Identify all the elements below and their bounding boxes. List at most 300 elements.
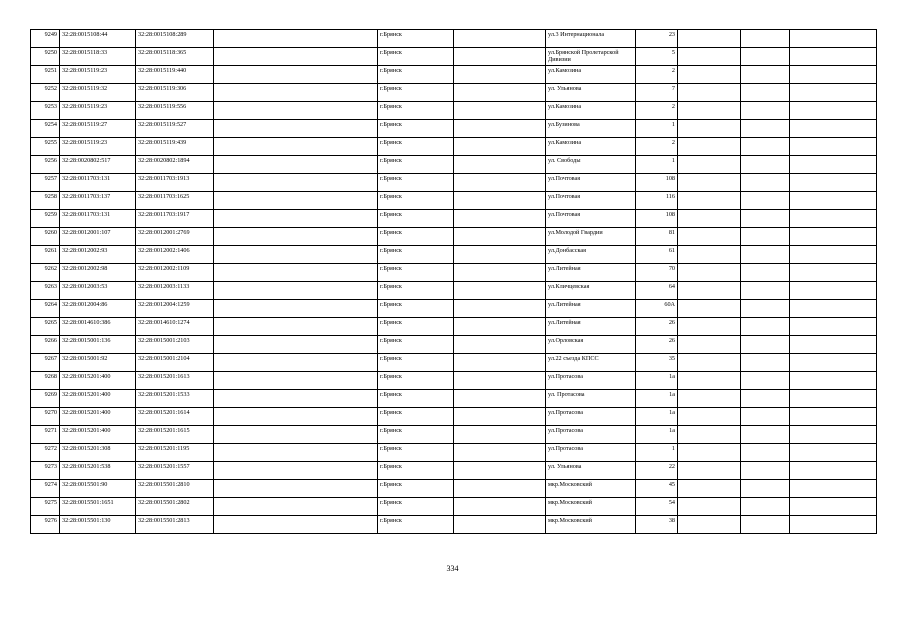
- city-cell: г.Брянск: [378, 138, 454, 156]
- land-cadastral-number-cell: 32:28:0012001:107: [60, 228, 136, 246]
- city-cell: г.Брянск: [378, 354, 454, 372]
- empty-cell: [678, 66, 741, 84]
- empty-cell: [214, 156, 378, 174]
- empty-cell: [678, 264, 741, 282]
- empty-cell: [214, 516, 378, 534]
- empty-cell: [741, 516, 790, 534]
- empty-cell: [454, 192, 546, 210]
- row-number-cell: 9276: [31, 516, 60, 534]
- empty-cell: [214, 120, 378, 138]
- empty-cell: [741, 498, 790, 516]
- empty-cell: [454, 120, 546, 138]
- row-number-cell: 9262: [31, 264, 60, 282]
- empty-cell: [678, 462, 741, 480]
- object-cadastral-number-cell: 32:28:0015108:289: [136, 30, 214, 48]
- row-number-cell: 9268: [31, 372, 60, 390]
- empty-cell: [214, 390, 378, 408]
- empty-cell: [741, 246, 790, 264]
- row-number-cell: 9260: [31, 228, 60, 246]
- object-cadastral-number-cell: 32:28:0015201:1533: [136, 390, 214, 408]
- object-cadastral-number-cell: 32:28:0015001:2104: [136, 354, 214, 372]
- empty-cell: [741, 336, 790, 354]
- city-cell: г.Брянск: [378, 228, 454, 246]
- empty-cell: [790, 282, 877, 300]
- city-cell: г.Брянск: [378, 120, 454, 138]
- empty-cell: [454, 372, 546, 390]
- empty-cell: [214, 480, 378, 498]
- empty-cell: [214, 66, 378, 84]
- row-number-cell: 9270: [31, 408, 60, 426]
- empty-cell: [790, 66, 877, 84]
- empty-cell: [741, 156, 790, 174]
- street-cell: ул.Литейная: [546, 318, 636, 336]
- street-cell: ул.Почтовая: [546, 210, 636, 228]
- house-number-cell: 1: [636, 156, 678, 174]
- table-row: [31, 444, 877, 462]
- empty-cell: [741, 84, 790, 102]
- empty-cell: [790, 462, 877, 480]
- city-cell: г.Брянск: [378, 426, 454, 444]
- empty-cell: [790, 228, 877, 246]
- house-number-cell: 54: [636, 498, 678, 516]
- house-number-cell: 2: [636, 138, 678, 156]
- city-cell: г.Брянск: [378, 246, 454, 264]
- street-cell: ул.Камозина: [546, 66, 636, 84]
- empty-cell: [454, 444, 546, 462]
- city-cell: г.Брянск: [378, 498, 454, 516]
- row-number-cell: 9258: [31, 192, 60, 210]
- land-cadastral-number-cell: 32:28:0012002:98: [60, 264, 136, 282]
- empty-cell: [214, 444, 378, 462]
- city-cell: г.Брянск: [378, 48, 454, 66]
- city-cell: г.Брянск: [378, 336, 454, 354]
- empty-cell: [454, 462, 546, 480]
- empty-cell: [454, 30, 546, 48]
- street-cell: ул.Протасова: [546, 444, 636, 462]
- street-cell: ул.Камозина: [546, 138, 636, 156]
- row-number-cell: 9271: [31, 426, 60, 444]
- city-cell: г.Брянск: [378, 444, 454, 462]
- empty-cell: [214, 264, 378, 282]
- object-cadastral-number-cell: 32:28:0015119:556: [136, 102, 214, 120]
- street-cell: ул.Литейная: [546, 300, 636, 318]
- street-cell: ул.3 Интернационала: [546, 30, 636, 48]
- table-row: [31, 354, 877, 372]
- house-number-cell: 81: [636, 228, 678, 246]
- row-number-cell: 9254: [31, 120, 60, 138]
- house-number-cell: 26: [636, 318, 678, 336]
- land-cadastral-number-cell: 32:28:0015501:130: [60, 516, 136, 534]
- object-cadastral-number-cell: 32:28:0011703:1625: [136, 192, 214, 210]
- house-number-cell: 22: [636, 462, 678, 480]
- empty-cell: [741, 102, 790, 120]
- object-cadastral-number-cell: 32:28:0015201:1614: [136, 408, 214, 426]
- row-number-cell: 9267: [31, 354, 60, 372]
- register-sheet: [30, 29, 877, 534]
- house-number-cell: 7: [636, 84, 678, 102]
- empty-cell: [741, 408, 790, 426]
- empty-cell: [678, 210, 741, 228]
- street-cell: ул.Кличцевская: [546, 282, 636, 300]
- land-cadastral-number-cell: 32:28:0015201:400: [60, 426, 136, 444]
- empty-cell: [214, 246, 378, 264]
- empty-cell: [741, 174, 790, 192]
- empty-cell: [678, 174, 741, 192]
- house-number-cell: 35: [636, 354, 678, 372]
- empty-cell: [790, 498, 877, 516]
- land-cadastral-number-cell: 32:28:0012004:86: [60, 300, 136, 318]
- object-cadastral-number-cell: 32:28:0020802:1894: [136, 156, 214, 174]
- street-cell: ул.Бузинова: [546, 120, 636, 138]
- empty-cell: [790, 102, 877, 120]
- object-cadastral-number-cell: 32:28:0012002:1406: [136, 246, 214, 264]
- house-number-cell: 2: [636, 102, 678, 120]
- empty-cell: [214, 30, 378, 48]
- empty-cell: [454, 246, 546, 264]
- table-row: [31, 498, 877, 516]
- house-number-cell: 64: [636, 282, 678, 300]
- city-cell: г.Брянск: [378, 516, 454, 534]
- empty-cell: [790, 138, 877, 156]
- empty-cell: [678, 354, 741, 372]
- empty-cell: [678, 336, 741, 354]
- empty-cell: [214, 426, 378, 444]
- table-row: [31, 516, 877, 534]
- table-row: [31, 30, 877, 48]
- table-row: [31, 174, 877, 192]
- row-number-cell: 9250: [31, 48, 60, 66]
- city-cell: г.Брянск: [378, 174, 454, 192]
- city-cell: г.Брянск: [378, 300, 454, 318]
- empty-cell: [214, 336, 378, 354]
- empty-cell: [790, 408, 877, 426]
- object-cadastral-number-cell: 32:28:0015201:1613: [136, 372, 214, 390]
- empty-cell: [790, 192, 877, 210]
- land-cadastral-number-cell: 32:28:0012002:93: [60, 246, 136, 264]
- row-number-cell: 9266: [31, 336, 60, 354]
- empty-cell: [741, 426, 790, 444]
- land-cadastral-number-cell: 32:28:0015201:400: [60, 390, 136, 408]
- empty-cell: [790, 390, 877, 408]
- empty-cell: [454, 336, 546, 354]
- empty-cell: [214, 192, 378, 210]
- city-cell: г.Брянск: [378, 102, 454, 120]
- table-row: [31, 102, 877, 120]
- table-row: [31, 462, 877, 480]
- empty-cell: [790, 318, 877, 336]
- table-row: [31, 48, 877, 66]
- table-row: [31, 480, 877, 498]
- empty-cell: [678, 318, 741, 336]
- empty-cell: [214, 282, 378, 300]
- city-cell: г.Брянск: [378, 84, 454, 102]
- street-cell: мкр.Московский: [546, 480, 636, 498]
- empty-cell: [741, 192, 790, 210]
- table-row: [31, 336, 877, 354]
- city-cell: г.Брянск: [378, 30, 454, 48]
- empty-cell: [454, 156, 546, 174]
- house-number-cell: 108: [636, 210, 678, 228]
- table-body: [31, 30, 877, 534]
- house-number-cell: 70: [636, 264, 678, 282]
- row-number-cell: 9265: [31, 318, 60, 336]
- table-row: [31, 66, 877, 84]
- land-cadastral-number-cell: 32:28:0014610:386: [60, 318, 136, 336]
- empty-cell: [214, 462, 378, 480]
- street-cell: мкр.Московский: [546, 516, 636, 534]
- object-cadastral-number-cell: 32:28:0011703:1917: [136, 210, 214, 228]
- row-number-cell: 9263: [31, 282, 60, 300]
- empty-cell: [790, 300, 877, 318]
- row-number-cell: 9274: [31, 480, 60, 498]
- empty-cell: [741, 138, 790, 156]
- empty-cell: [790, 156, 877, 174]
- empty-cell: [741, 264, 790, 282]
- empty-cell: [454, 210, 546, 228]
- empty-cell: [214, 48, 378, 66]
- empty-cell: [741, 228, 790, 246]
- empty-cell: [454, 426, 546, 444]
- empty-cell: [741, 318, 790, 336]
- house-number-cell: 1: [636, 444, 678, 462]
- empty-cell: [790, 372, 877, 390]
- house-number-cell: 60А: [636, 300, 678, 318]
- object-cadastral-number-cell: 32:28:0015118:365: [136, 48, 214, 66]
- house-number-cell: 116: [636, 192, 678, 210]
- row-number-cell: 9257: [31, 174, 60, 192]
- empty-cell: [790, 120, 877, 138]
- empty-cell: [454, 102, 546, 120]
- empty-cell: [678, 516, 741, 534]
- empty-cell: [678, 48, 741, 66]
- table-row: [31, 120, 877, 138]
- empty-cell: [790, 264, 877, 282]
- empty-cell: [741, 480, 790, 498]
- street-cell: ул.Литейная: [546, 264, 636, 282]
- house-number-cell: 23: [636, 30, 678, 48]
- land-cadastral-number-cell: 32:28:0015001:92: [60, 354, 136, 372]
- object-cadastral-number-cell: 32:28:0012002:1109: [136, 264, 214, 282]
- city-cell: г.Брянск: [378, 66, 454, 84]
- row-number-cell: 9249: [31, 30, 60, 48]
- city-cell: г.Брянск: [378, 462, 454, 480]
- city-cell: г.Брянск: [378, 156, 454, 174]
- street-cell: ул.Протасова: [546, 408, 636, 426]
- table-row: [31, 210, 877, 228]
- table-row: [31, 372, 877, 390]
- empty-cell: [741, 66, 790, 84]
- empty-cell: [454, 66, 546, 84]
- empty-cell: [678, 300, 741, 318]
- city-cell: г.Брянск: [378, 282, 454, 300]
- land-cadastral-number-cell: 32:28:0015119:27: [60, 120, 136, 138]
- row-number-cell: 9273: [31, 462, 60, 480]
- empty-cell: [214, 174, 378, 192]
- empty-cell: [790, 336, 877, 354]
- empty-cell: [678, 30, 741, 48]
- empty-cell: [741, 462, 790, 480]
- city-cell: г.Брянск: [378, 318, 454, 336]
- land-cadastral-number-cell: 32:28:0015119:32: [60, 84, 136, 102]
- row-number-cell: 9253: [31, 102, 60, 120]
- empty-cell: [678, 102, 741, 120]
- empty-cell: [678, 372, 741, 390]
- empty-cell: [678, 246, 741, 264]
- street-cell: ул.22 съезда КПСС: [546, 354, 636, 372]
- table-row: [31, 282, 877, 300]
- empty-cell: [741, 282, 790, 300]
- street-cell: ул.Брянской Пролетарской Дивизии: [546, 48, 636, 66]
- empty-cell: [454, 354, 546, 372]
- empty-cell: [741, 300, 790, 318]
- house-number-cell: 45: [636, 480, 678, 498]
- land-cadastral-number-cell: 32:28:0015501:90: [60, 480, 136, 498]
- house-number-cell: 2: [636, 66, 678, 84]
- empty-cell: [214, 102, 378, 120]
- street-cell: ул.Почтовая: [546, 192, 636, 210]
- table-row: [31, 246, 877, 264]
- empty-cell: [790, 354, 877, 372]
- empty-cell: [454, 408, 546, 426]
- street-cell: мкр.Московский: [546, 498, 636, 516]
- street-cell: ул. Ульянова: [546, 462, 636, 480]
- empty-cell: [454, 174, 546, 192]
- empty-cell: [214, 354, 378, 372]
- empty-cell: [454, 390, 546, 408]
- empty-cell: [678, 228, 741, 246]
- empty-cell: [214, 210, 378, 228]
- table-row: [31, 156, 877, 174]
- house-number-cell: 1а: [636, 426, 678, 444]
- land-cadastral-number-cell: 32:28:0015201:538: [60, 462, 136, 480]
- object-cadastral-number-cell: 32:28:0015119:440: [136, 66, 214, 84]
- object-cadastral-number-cell: 32:28:0011703:1913: [136, 174, 214, 192]
- empty-cell: [454, 516, 546, 534]
- table-row: [31, 192, 877, 210]
- property-register-table: [30, 29, 877, 534]
- land-cadastral-number-cell: 32:28:0015201:308: [60, 444, 136, 462]
- house-number-cell: 26: [636, 336, 678, 354]
- object-cadastral-number-cell: 32:28:0012003:1133: [136, 282, 214, 300]
- empty-cell: [741, 354, 790, 372]
- empty-cell: [790, 48, 877, 66]
- row-number-cell: 9259: [31, 210, 60, 228]
- street-cell: ул.Донбасская: [546, 246, 636, 264]
- city-cell: г.Брянск: [378, 372, 454, 390]
- object-cadastral-number-cell: 32:28:0015501:2810: [136, 480, 214, 498]
- empty-cell: [454, 264, 546, 282]
- table-row: [31, 408, 877, 426]
- city-cell: г.Брянск: [378, 192, 454, 210]
- empty-cell: [454, 480, 546, 498]
- row-number-cell: 9264: [31, 300, 60, 318]
- land-cadastral-number-cell: 32:28:0015119:23: [60, 102, 136, 120]
- object-cadastral-number-cell: 32:28:0015201:1195: [136, 444, 214, 462]
- empty-cell: [214, 228, 378, 246]
- land-cadastral-number-cell: 32:28:0020802:517: [60, 156, 136, 174]
- empty-cell: [678, 480, 741, 498]
- table-row: [31, 264, 877, 282]
- empty-cell: [454, 228, 546, 246]
- land-cadastral-number-cell: 32:28:0011703:131: [60, 174, 136, 192]
- empty-cell: [678, 138, 741, 156]
- land-cadastral-number-cell: 32:28:0012003:53: [60, 282, 136, 300]
- empty-cell: [678, 120, 741, 138]
- land-cadastral-number-cell: 32:28:0011703:131: [60, 210, 136, 228]
- city-cell: г.Брянск: [378, 210, 454, 228]
- land-cadastral-number-cell: 32:28:0015201:400: [60, 372, 136, 390]
- empty-cell: [790, 480, 877, 498]
- city-cell: г.Брянск: [378, 480, 454, 498]
- empty-cell: [454, 282, 546, 300]
- table-row: [31, 228, 877, 246]
- row-number-cell: 9272: [31, 444, 60, 462]
- house-number-cell: 61: [636, 246, 678, 264]
- house-number-cell: 1а: [636, 390, 678, 408]
- empty-cell: [790, 210, 877, 228]
- object-cadastral-number-cell: 32:28:0015201:1557: [136, 462, 214, 480]
- empty-cell: [678, 390, 741, 408]
- empty-cell: [741, 30, 790, 48]
- empty-cell: [454, 318, 546, 336]
- land-cadastral-number-cell: 32:28:0015001:136: [60, 336, 136, 354]
- row-number-cell: 9269: [31, 390, 60, 408]
- object-cadastral-number-cell: 32:28:0015119:527: [136, 120, 214, 138]
- street-cell: ул.Протасова: [546, 372, 636, 390]
- empty-cell: [741, 120, 790, 138]
- empty-cell: [790, 174, 877, 192]
- object-cadastral-number-cell: 32:28:0014610:1274: [136, 318, 214, 336]
- street-cell: ул. Ульянова: [546, 84, 636, 102]
- row-number-cell: 9261: [31, 246, 60, 264]
- house-number-cell: 1а: [636, 408, 678, 426]
- empty-cell: [454, 48, 546, 66]
- land-cadastral-number-cell: 32:28:0011703:137: [60, 192, 136, 210]
- house-number-cell: 1а: [636, 372, 678, 390]
- empty-cell: [678, 408, 741, 426]
- city-cell: г.Брянск: [378, 408, 454, 426]
- empty-cell: [678, 156, 741, 174]
- table-row: [31, 84, 877, 102]
- empty-cell: [454, 498, 546, 516]
- street-cell: ул.Почтовая: [546, 174, 636, 192]
- house-number-cell: 5: [636, 48, 678, 66]
- street-cell: ул.Протасова: [546, 426, 636, 444]
- empty-cell: [678, 84, 741, 102]
- empty-cell: [214, 498, 378, 516]
- street-cell: ул. Протасова: [546, 390, 636, 408]
- object-cadastral-number-cell: 32:28:0012001:2769: [136, 228, 214, 246]
- empty-cell: [214, 300, 378, 318]
- empty-cell: [454, 300, 546, 318]
- object-cadastral-number-cell: 32:28:0015119:439: [136, 138, 214, 156]
- empty-cell: [790, 84, 877, 102]
- table-row: [31, 426, 877, 444]
- object-cadastral-number-cell: 32:28:0015001:2103: [136, 336, 214, 354]
- object-cadastral-number-cell: 32:28:0015119:306: [136, 84, 214, 102]
- empty-cell: [678, 426, 741, 444]
- empty-cell: [678, 498, 741, 516]
- empty-cell: [214, 84, 378, 102]
- empty-cell: [790, 246, 877, 264]
- empty-cell: [214, 372, 378, 390]
- house-number-cell: 38: [636, 516, 678, 534]
- row-number-cell: 9252: [31, 84, 60, 102]
- empty-cell: [790, 30, 877, 48]
- empty-cell: [678, 282, 741, 300]
- land-cadastral-number-cell: 32:28:0015501:1651: [60, 498, 136, 516]
- house-number-cell: 108: [636, 174, 678, 192]
